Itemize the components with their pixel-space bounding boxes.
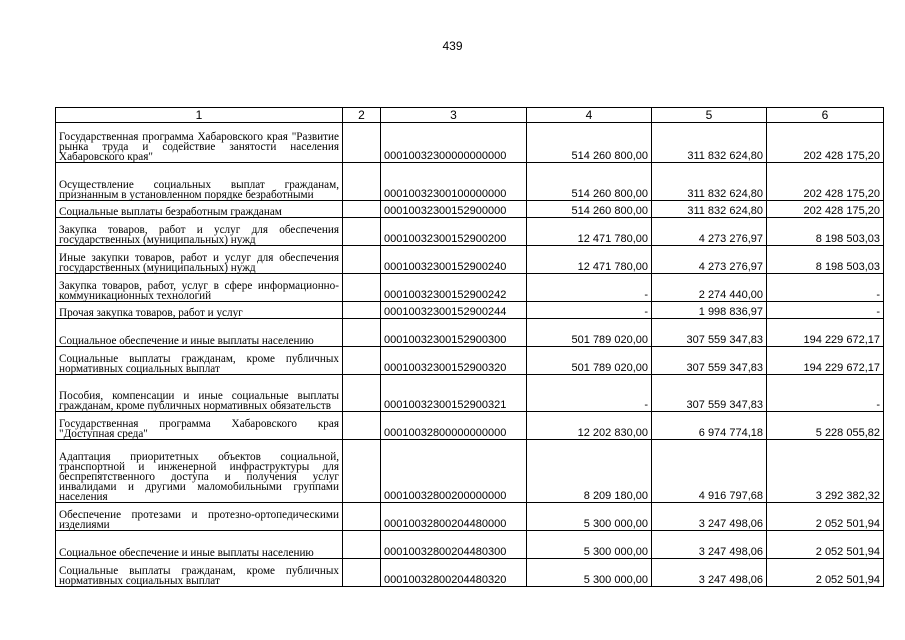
row-value-col4: - — [527, 302, 652, 319]
row-name-cell: Социальные выплаты гражданам, кроме публичных нормативных социальных выплат — [56, 559, 343, 587]
row-value-col5: 4 916 797,68 — [652, 440, 767, 503]
row-value-col4: 5 300 000,00 — [527, 503, 652, 531]
row-code-cell: 00010032300152900240 — [381, 246, 527, 274]
row-col2-cell — [343, 347, 381, 375]
row-col2-cell — [343, 440, 381, 503]
row-name-cell: Государственная программа Хабаровского края "Развитие рынка труда и содействие занятости населения Хабаровского края" — [56, 123, 343, 163]
row-col2-cell — [343, 201, 381, 218]
column-header-6: 6 — [767, 108, 884, 123]
row-value-col6: 194 229 672,17 — [767, 347, 884, 375]
row-value-col4: - — [527, 274, 652, 302]
row-name-cell: Социальные выплаты безработным гражданам — [56, 201, 343, 218]
row-code-cell: 00010032300152900300 — [381, 319, 527, 347]
row-value-col5: 1 998 836,97 — [652, 302, 767, 319]
row-value-col5: 311 832 624,80 — [652, 201, 767, 218]
table-row — [56, 559, 884, 587]
row-name-cell: Социальное обеспечение и иные выплаты населению — [56, 531, 343, 559]
row-value-col5: 2 274 440,00 — [652, 274, 767, 302]
budget-table — [55, 107, 884, 587]
row-value-col5: 311 832 624,80 — [652, 163, 767, 201]
row-name-cell: Закупка товаров, работ и услуг для обеспечения государственных (муниципальных) нужд — [56, 218, 343, 246]
row-value-col6: 5 228 055,82 — [767, 412, 884, 440]
row-value-col4: 5 300 000,00 — [527, 559, 652, 587]
row-value-col4: 12 471 780,00 — [527, 218, 652, 246]
row-value-col5: 307 559 347,83 — [652, 375, 767, 412]
row-value-col4: - — [527, 375, 652, 412]
row-value-col5: 3 247 498,06 — [652, 559, 767, 587]
table-row — [56, 503, 884, 531]
row-col2-cell — [343, 163, 381, 201]
row-code-cell: 00010032800000000000 — [381, 412, 527, 440]
row-value-col6: - — [767, 274, 884, 302]
row-code-cell: 00010032300100000000 — [381, 163, 527, 201]
row-value-col6: 202 428 175,20 — [767, 201, 884, 218]
row-value-col5: 311 832 624,80 — [652, 123, 767, 163]
row-col2-cell — [343, 218, 381, 246]
row-value-col6: 8 198 503,03 — [767, 246, 884, 274]
row-col2-cell — [343, 302, 381, 319]
row-code-cell: 00010032800200000000 — [381, 440, 527, 503]
table-row — [56, 302, 884, 319]
row-value-col4: 501 789 020,00 — [527, 319, 652, 347]
row-value-col6: - — [767, 302, 884, 319]
row-col2-cell — [343, 559, 381, 587]
row-value-col5: 4 273 276,97 — [652, 218, 767, 246]
row-col2-cell — [343, 246, 381, 274]
row-value-col4: 501 789 020,00 — [527, 347, 652, 375]
row-code-cell: 00010032800204480000 — [381, 503, 527, 531]
row-value-col4: 514 260 800,00 — [527, 163, 652, 201]
row-col2-cell — [343, 531, 381, 559]
row-value-col5: 3 247 498,06 — [652, 503, 767, 531]
row-value-col4: 514 260 800,00 — [527, 201, 652, 218]
column-header-2: 2 — [343, 108, 381, 123]
row-code-cell: 00010032300152900200 — [381, 218, 527, 246]
row-code-cell: 00010032300152900244 — [381, 302, 527, 319]
row-value-col4: 12 471 780,00 — [527, 246, 652, 274]
row-value-col4: 514 260 800,00 — [527, 123, 652, 163]
table-row — [56, 246, 884, 274]
row-name-cell: Государственная программа Хабаровского края "Доступная среда" — [56, 412, 343, 440]
row-name-cell: Пособия, компенсации и иные социальные выплаты гражданам, кроме публичных нормативных обязательств — [56, 375, 343, 412]
row-name-cell: Иные закупки товаров, работ и услуг для обеспечения государственных (муниципальных) нужд — [56, 246, 343, 274]
row-name-cell: Обеспечение протезами и протезно-ортопедическими изделиями — [56, 503, 343, 531]
row-name-cell: Адаптация приоритетных объектов социальной, транспортной и инженерной инфраструктуры для беспрепятственного доступа и получения услуг инвалидами и другими маломобильными группами населения — [56, 440, 343, 503]
table-header-row — [56, 108, 884, 123]
row-code-cell: 00010032300152900242 — [381, 274, 527, 302]
row-name-cell: Социальное обеспечение и иные выплаты населению — [56, 319, 343, 347]
page-number: 439 — [442, 39, 463, 53]
row-col2-cell — [343, 503, 381, 531]
table-row — [56, 347, 884, 375]
row-col2-cell — [343, 274, 381, 302]
row-code-cell: 00010032300152900320 — [381, 347, 527, 375]
row-value-col5: 3 247 498,06 — [652, 531, 767, 559]
row-col2-cell — [343, 123, 381, 163]
row-value-col6: 202 428 175,20 — [767, 123, 884, 163]
row-value-col6: - — [767, 375, 884, 412]
row-name-cell: Закупка товаров, работ, услуг в сфере информационно-коммуникационных технологий — [56, 274, 343, 302]
row-name-cell: Прочая закупка товаров, работ и услуг — [56, 302, 343, 319]
column-header-4: 4 — [527, 108, 652, 123]
table-row — [56, 123, 884, 163]
row-value-col6: 2 052 501,94 — [767, 531, 884, 559]
table-row — [56, 440, 884, 503]
row-code-cell: 00010032300152900000 — [381, 201, 527, 218]
row-value-col6: 202 428 175,20 — [767, 163, 884, 201]
table-row — [56, 375, 884, 412]
row-col2-cell — [343, 412, 381, 440]
table-row — [56, 163, 884, 201]
row-name-cell: Социальные выплаты гражданам, кроме публичных нормативных социальных выплат — [56, 347, 343, 375]
row-code-cell: 00010032800204480300 — [381, 531, 527, 559]
row-value-col6: 194 229 672,17 — [767, 319, 884, 347]
table-body — [56, 123, 884, 587]
row-value-col6: 3 292 382,32 — [767, 440, 884, 503]
column-header-5: 5 — [652, 108, 767, 123]
row-code-cell: 00010032300000000000 — [381, 123, 527, 163]
column-header-1: 1 — [56, 108, 343, 123]
row-col2-cell — [343, 319, 381, 347]
table-row — [56, 412, 884, 440]
table-row — [56, 218, 884, 246]
row-value-col5: 4 273 276,97 — [652, 246, 767, 274]
row-value-col4: 5 300 000,00 — [527, 531, 652, 559]
table-row — [56, 531, 884, 559]
table-row — [56, 201, 884, 218]
row-col2-cell — [343, 375, 381, 412]
row-name-cell: Осуществление социальных выплат гражданам, признанным в установленном порядке безработными — [56, 163, 343, 201]
table-row — [56, 274, 884, 302]
row-value-col6: 2 052 501,94 — [767, 503, 884, 531]
row-value-col4: 8 209 180,00 — [527, 440, 652, 503]
column-header-3: 3 — [381, 108, 527, 123]
row-value-col6: 2 052 501,94 — [767, 559, 884, 587]
row-code-cell: 00010032800204480320 — [381, 559, 527, 587]
row-value-col5: 6 974 774,18 — [652, 412, 767, 440]
table-row — [56, 319, 884, 347]
row-value-col5: 307 559 347,83 — [652, 319, 767, 347]
row-value-col5: 307 559 347,83 — [652, 347, 767, 375]
row-code-cell: 00010032300152900321 — [381, 375, 527, 412]
row-value-col4: 12 202 830,00 — [527, 412, 652, 440]
row-value-col6: 8 198 503,03 — [767, 218, 884, 246]
